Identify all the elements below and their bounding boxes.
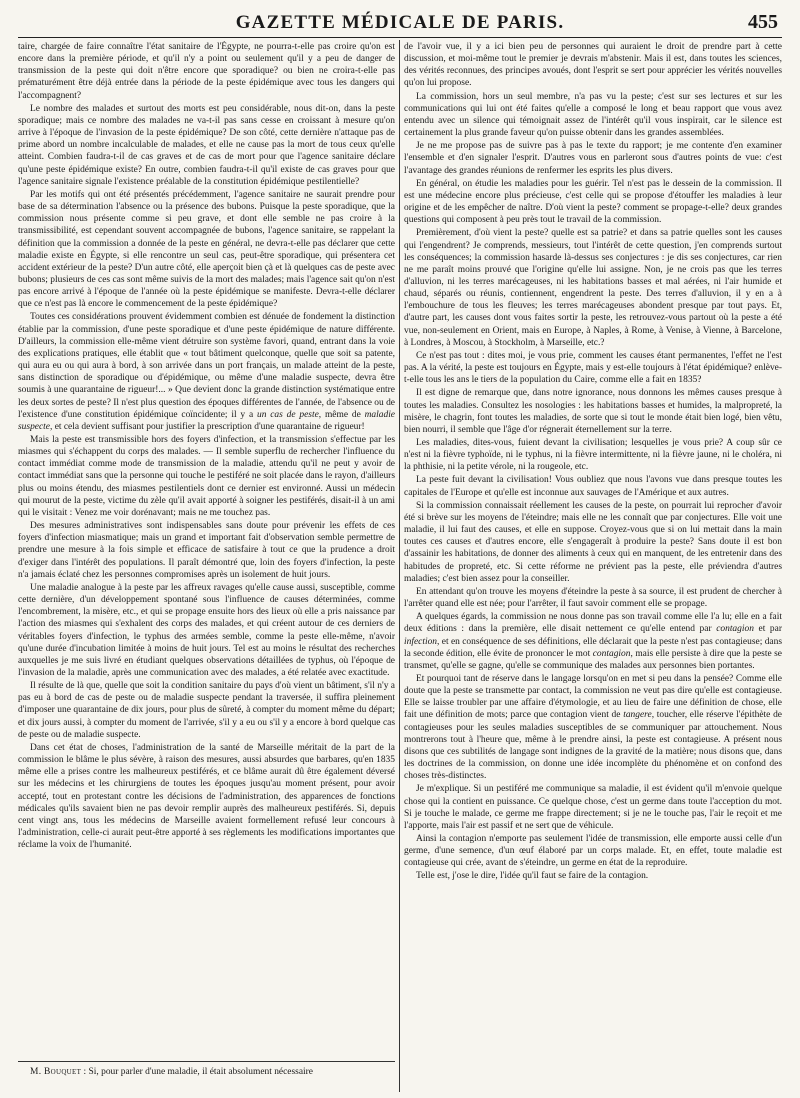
paragraph: La peste fuit devant la civilisation! Vous oubliez que nous l'avons vue dans presque toutes les capitales de l'Europe et qu'elle est inconnue aux sauvages de l'Amérique et aux autres. bbox=[404, 475, 782, 498]
paragraph: Il est digne de remarque que, dans notre ignorance, nous donnons les mêmes causes presque à toutes les maladies. Consultez les nosologies : les habitations basses et humides, la malpropreté, la misère, le chagrin, font toutes les maladies, de sorte que si tout le monde était bien logé, bien vêtu, bien nourri, il semble que l'âge d'or régnerait éternellement sur la terre. bbox=[404, 388, 782, 435]
italic-text: tangere bbox=[623, 710, 652, 721]
paragraph: Je m'explique. Si un pestiféré me communique sa maladie, il est évident qu'il m'envoie quelque chose qui la contient en puissance. Ce quelque chose, c'est un germe dans toute l'acception du mot. Si je touche le malade, ce germe me frappe directement; si je ne le touche pas, l'air le reçoit et me l'apporte, mais l'air est passif et ne sert que de véhicule. bbox=[404, 784, 782, 831]
italic-text: maladie suspecte bbox=[18, 409, 395, 432]
speaker-name: M. Bouquet bbox=[30, 1067, 82, 1077]
italic-text: contagion bbox=[592, 648, 631, 659]
paragraph: Il résulte de là que, quelle que soit la condition sanitaire du pays d'où vient un bâtiment, s'il n'y a pas eu à bord de cas de peste ou de maladie suspecte pendant la traversée, il suffira pleinement d'imposer une quarantaine de dix jours, pour plus de sûreté, à compter du moment même du départ; et dix jours aussi, à compter du moment de l'arrivée, s'il y a eu ou s'il y a encore à bord quelque cas de peste ou de maladie suspecte. bbox=[18, 681, 395, 740]
page-header bbox=[0, 0, 800, 40]
paragraph: Les maladies, dites-vous, fuient devant la civilisation; lesquelles je vous prie? A coup sûr ce n'est ni la fièvre typhoïde, ni le typhus, ni la fièvre intermittente, ni la fièvre jaune, ni le choléra, ni la phthisie, ni la petite vérole, ni la rougeole, etc. bbox=[404, 438, 782, 473]
italic-text: contagion bbox=[716, 624, 754, 635]
paragraph bbox=[18, 1066, 395, 1078]
paragraph: Je ne me propose pas de suivre pas à pas le texte du rapport; je me contente d'en examiner l'ensemble et d'en signaler l'esprit. D'autres vous en parleront sous d'autres points de vue: c'est l'avantage des grandes réunions de renfermer les esprits les plus divers. bbox=[404, 141, 782, 176]
paragraph: Des mesures administratives sont indispensables sans doute pour prévenir les effets de ces foyers d'infection miasmatique; mais un grand et important fait d'observation semble permettre de prendre une mesure à la fois simple et efficace de satisfaire à tout ce que la prudence a droit d'exiger dans l'intérêt des populations. Il paraît démontré que, loin des foyers d'infection, la peste n'a jamais éclaté chez les personnes compromises après un isolement de huit jours. bbox=[18, 521, 395, 580]
paragraph: taire, chargée de faire connaître l'état sanitaire de l'Égypte, ne pourra-t-elle pas croire qu'on est encore dans la première période, et qu'il n'y a point ou seulement qu'il y a peu de danger de transmission de la peste qui doit n'être encore que sporadique? ou bien ne croira-t-elle pas prématurément être déjà entrée dans la période de la peste épidémique avec tous les dangers qui l'accompagnent? bbox=[18, 42, 395, 101]
left-column bbox=[18, 41, 395, 1093]
paragraph bbox=[404, 673, 782, 782]
text-run: A quelques égards, la commission ne nous donne pas son travail comme elle l'a lu; elle en a fait deux éditions : dans la première, elle disait nettement ce qu'elle entend par bbox=[404, 612, 782, 635]
text-run: , mais elle persiste à dire que la peste se transmet, qu'elle se gagne, qu'elle se communique des malades aux personnes bien portantes. bbox=[404, 648, 782, 671]
text-run: Toutes ces considérations prouvent évidemment combien est dénuée de fondement la distinction établie par la commission, d'une peste sporadique et d'une peste épidémique de nature différente. D'ailleurs, la commission elle-même vient détruire son système favori, quand, entrant dans la voie des explications pratiques, elle établit que « tout bâtiment quelconque, quelle que soit sa patente, qui aura eu ou qui aura à bord, à son arrivée dans un port français, un malade atteint de la peste, sans distinction de sporadique ou d'épidémique, ou même d'une maladie suspecte, devra être soumis à une quarantaine de rigueur!... » Que devient donc la grande distinction systématique entre les deux sortes de peste? Il n'est plus question des époques différentes de l'année, de l'absence ou de l'existence d'une constitution épidémique coïncidente; il y a bbox=[18, 312, 395, 420]
text-run: , même de bbox=[318, 409, 365, 420]
paragraph: Telle est, j'ose le dire, l'idée qu'il faut se faire de la contagion. bbox=[416, 871, 649, 882]
paragraph: La commission, hors un seul membre, n'a pas vu la peste; c'est sur ses lectures et sur les communications qui lui ont été faites qu'elle a composé le long et beau rapport que vous avez entendu avec un silence qui témoignait assez de l'intérêt qu'il vous inspirait, car le silence est certainement la plus grande faveur qu'on puisse obtenir dans les grandes assemblées. bbox=[404, 91, 782, 139]
paragraph: En attendant qu'on trouve les moyens d'éteindre la peste à sa source, il est prudent de chercher à l'arrêter quand elle est née; pour l'arrêter, il faut savoir comment elle se propage. bbox=[404, 586, 782, 610]
text-run: , toucher, elle réserve l'épithète de contagieuses pour les seules maladies susceptibles de se communiquer par attouchement. Nous montrerons tout à l'heure que, même à le prendre ainsi, la peste est contagieuse. A présent nous disons que ces subtilités de langage sont indignes de la gravité de la matière; nous disons que, dans les doctrines de la commission, on donne une idée incomplète du phénomène et on confond des choses très-distinctes. bbox=[404, 710, 782, 782]
paragraph: En général, on étudie les maladies pour les guérir. Tel n'est pas le dessein de la commission. Il est une médecine encore plus précieuse, c'est celle qui se propose d'étouffer les maladies à leur origine et de les empêcher de naître. D'où vient la peste? comment se propage-t-elle? deux grandes questions qui composent à peu près tout le travail de la commission. bbox=[404, 178, 782, 226]
paragraph: de l'avoir vue, il y a ici bien peu de personnes qui auraient le droit de prendre part à cette discussion, et moi-même tout le premier je devrais m'abstenir. Mais il est, dans toutes les sciences, des vérités reconnues, des principes avoués, dont l'esprit se sert pour apprécier les vérités nouvelles qu'on lui propose. bbox=[404, 42, 782, 89]
page-number: 455 bbox=[748, 11, 778, 33]
paragraph: Ainsi la contagion n'emporte pas seulement l'idée de transmission, elle emporte aussi celle d'un germe, d'une semence, d'un œuf élaboré par un corps malade. Et, en effet, toute maladie est contagieuse qui crée, avant de s'éteindre, un germe en état de la reproduire. bbox=[404, 834, 782, 869]
text-run: , et en conséquence de ses définitions, elle déclarait que la peste n'est pas contagieuse; dans la seconde édition, elle évite de prononcer le mot bbox=[404, 636, 782, 659]
italic-text: un cas de peste bbox=[256, 409, 319, 420]
paragraph: Mais la peste est transmissible hors des foyers d'infection, et la transmission s'effectue par les miasmes qui s'échappent du corps des malades. — Il semble superflu de rechercher l'influence du contact immédiat comme mode de transmission de la maladie, attendu qu'il ne peut y avoir de contact immédiat sans que la personne qui touche le pestiféré ne soit placée dans le rayon, d'ailleurs plus ou moins étendu, des miasmes pestilentiels dont ce dernier est environné. Aussi un médecin qui mourut de la peste, victime du zèle qu'il avait apporté à soigner les pestiférés, disait-il à un ami qui le visitait : Venez me voir dorénavant; mais ne me touchez pas. bbox=[18, 435, 395, 518]
paragraph: Ce n'est pas tout : dites moi, je vous prie, comment les causes étant permanentes, l'effet ne l'est pas. A la vérité, la peste est toujours en Égypte, mais y est-elle toujours à l'état épidémique? enlève-t-elle tous les ans le tiers de la population du Caire, comme elle a fait en 1835? bbox=[404, 350, 782, 386]
text-run: : Si, pour parler d'une maladie, il était absolument nécessaire bbox=[81, 1067, 313, 1077]
italic-text: infection bbox=[404, 636, 438, 647]
paragraph: Dans cet état de choses, l'administration de la santé de Marseille méritait de la part de la commission le blâme le plus sévère, à raison des mesures, aussi absurdes que barbares, qu'en 1835 même elle a prises contre les malheureux pestiférés, et ce blâme aurait dû être également déversé sur les médecins et les chirurgiens de toutes les époques jusqu'au moment présent, pour avoir accepté, tout en protestant contre les décisions de l'administration, des apparences de fonctions médicales qu'ils savaient bien ne pas devoir remplir auprès des malheureux pestiférés. Si, depuis cent vingt ans, tous les médecins de Marseille avaient formellement refusé leur concours à l'administration, celle-ci aurait peut-être apporté à ses règlements les modifications importantes que réclame la voix de l'humanité. bbox=[18, 742, 395, 851]
column-divider bbox=[399, 40, 400, 1092]
right-column bbox=[404, 41, 782, 1093]
header-divider bbox=[18, 37, 782, 38]
left-column-footer bbox=[18, 1066, 395, 1094]
speech-divider bbox=[18, 1061, 395, 1062]
paragraph: Si la commission connaissait réellement les causes de la peste, on pourrait lui reprocher d'avoir été si brève sur les moyens de l'éteindre; mais elle ne les connaît que par conjectures. Elle voit une maladie, il lui faut des causes, et elle en suppose. Croyez-vous que si on lui mettait dans la main toutes ces causes et d'autres encore, elle s'engageraît à produire la peste? Sans doute il est bon d'assainir les habitations, de donner des aliments à ceux qui en manquent, de les entretenir dans des habitudes de propreté, etc. Si cette réforme ne prévient pas la peste, elle préviendra d'autres maladies; c'est bien assez pour la conseiller. bbox=[404, 500, 782, 584]
paragraph bbox=[404, 611, 782, 672]
journal-title: GAZETTE MÉDICALE DE PARIS. bbox=[235, 12, 565, 33]
text-run: , et cela devient suffisant pour justifier la prescription d'une quarantaine de rigueur! bbox=[49, 421, 365, 432]
text-run: et par bbox=[753, 624, 782, 635]
paragraph: Premièrement, d'où vient la peste? quelle est sa patrie? et dans sa patrie quelles sont les causes qui l'engendrent? Je comprends, messieurs, tout l'intérêt de cette question, j'en comprends surtout les conséquences; la commission hasarde là-dessus ses conjectures : je dis ses conjectures, car rien ne me paraît moins prouvé que l'origine qu'elle lui assigne. Non, je ne crois pas que les terres d'alluvion, ni les terres marécageuses, ni les habitations basses et mal aérées, ni l'air humide et chaud, séparés ou réunis, contiennent, engendrent la peste. Des terres d'alluvion, il y en a à l'embouchure de tous les fleuves; les terres marécageuses abondent presque par tout pays. Et, d'autre part, les causes dont vous faites sortir la peste, les retrouvez-vous partout où la peste a été vue, non-seulement en Orient, mais en Europe, à Naples, à Rome, à Venise, à Vienne, à Barcelone, à Londres, à Moscou, à Stockholm, à Marseille, etc.? bbox=[404, 228, 782, 348]
paragraph bbox=[18, 311, 395, 433]
text-run: Et pourquoi tant de réserve dans le langage lorsqu'on en met si peu dans la pensée? Comme elle doute que la peste se transmette par contact, la commission ne veut pas dire qu'elle est contagieuse. Elle se laisse troubler par une affaire d'étymologie, et au lieu de faire une définition de chose, elle fait une définition de mots; parce que contagion vient de bbox=[404, 673, 782, 721]
paragraph: Une maladie analogue à la peste par les affreux ravages qu'elle cause aussi, susceptible, comme cette dernière, d'un développement spontané sous l'influence de causes déterminées, comme l'encombrement, la misère, etc., et qui se propage ensuite hors des lieux où elle a pris naissance par l'action des miasmes qui s'exhalent des corps des malades, et qui créent autour de ces derniers de véritables foyers d'infection, le typhus des armées semble, comme la peste elle-même, n'avoir qu'une durée d'incubation limitée à moins de huit jours. Tel est au moins le résultat des recherches auxquelles je me suis livré en étudiant quelques observations détaillées de typhus, où l'époque de l'invasion de la maladie, après une communication avec des malades, a été relatée avec exactitude. bbox=[18, 582, 395, 678]
paragraph: Par les motifs qui ont été présentés précédemment, l'agence sanitaire ne saurait prendre pour base de sa détermination l'absence ou la présence des bubons. Puisque la peste sporadique, que la commission nous présente comme si peu grave, et dont elle semble ne pas croire à la transmissibilité, est cependant souvent accompagnée de bubons, l'agence sanitaire, se rappelant la définition que la commission a donnée de la peste en général, ne devra-t-elle pas déclarer que cette maladie existe en Égypte, si elle rencontre un seul cas, peut-être sporadique, qui présentera cet accident extérieur de la peste? D'un autre côté, elle aperçoit bien çà et là quelques cas de peste avec bubons; plusieurs de ces cas sont même suivis de la mort des malades; mais l'agence sait qu'on n'est pas encore arrivé à l'époque de l'année où la peste épidémique se manifeste. Devra-t-elle déclarer que ce n'est pas là encore le commencement de la peste épidémique? bbox=[18, 189, 395, 310]
paragraph: Le nombre des malades et surtout des morts est peu considérable, nous dit-on, dans la peste sporadique; mais ce nombre des malades ne va-t-il pas sans cesse en croissant à mesure qu'on arrive à l'époque de l'invasion de la peste épidémique? De son côté, cette dernière n'attaque pas de prime abord un nombre incalculable de malades, et elle ne cause pas la mort de tous ceux qu'elle atteint. Combien faudra-t-il de cas graves et de cas de mort pour que l'agence sanitaire déclare qu'une peste épidémique existe? En outre, combien faudra-t-il qu'il existe de cas graves pour que l'agence sanitaire signale l'existence préalable de la constitution épidémique pestilentielle? bbox=[18, 103, 395, 187]
